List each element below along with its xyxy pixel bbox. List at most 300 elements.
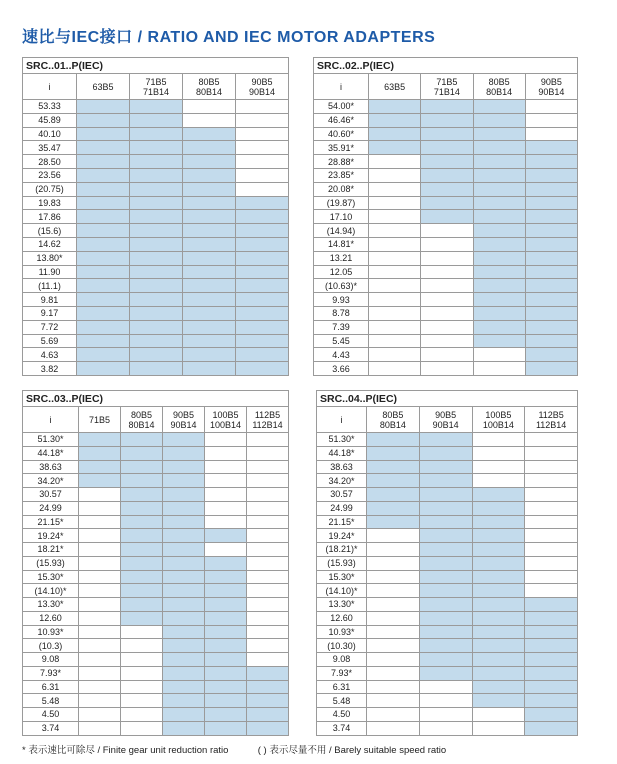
ratio-value: 3.66 xyxy=(314,362,369,376)
compatible-cell xyxy=(183,210,236,224)
ratio-value: 45.89 xyxy=(23,113,77,127)
adapter-column-header xyxy=(121,407,163,433)
empty-cell xyxy=(421,265,473,279)
table-row xyxy=(23,529,289,543)
empty-cell xyxy=(247,625,289,639)
compatible-cell xyxy=(419,543,472,557)
compatible-cell xyxy=(473,306,525,320)
adapter-label: 80B14 xyxy=(128,419,155,430)
empty-cell xyxy=(472,708,525,722)
adapter-label: 63B5 xyxy=(384,81,406,92)
ratio-value: 18.21* xyxy=(23,543,79,557)
table-row xyxy=(23,460,289,474)
compatible-cell xyxy=(369,100,421,114)
compatible-cell xyxy=(77,224,130,238)
empty-cell xyxy=(247,570,289,584)
ratio-value: 9.08 xyxy=(23,653,79,667)
empty-cell xyxy=(369,348,421,362)
table-caption: SRC..03..P(IEC) xyxy=(23,391,289,407)
ratio-value: 8.78 xyxy=(314,306,369,320)
compatible-cell xyxy=(130,293,183,307)
ratio-value: 4.63 xyxy=(23,348,77,362)
empty-cell xyxy=(367,653,420,667)
ratio-value: 5.48 xyxy=(23,694,79,708)
empty-cell xyxy=(525,570,578,584)
footnote xyxy=(22,742,446,756)
empty-cell xyxy=(247,460,289,474)
empty-cell xyxy=(369,224,421,238)
table-row xyxy=(23,584,289,598)
empty-cell xyxy=(421,279,473,293)
empty-cell xyxy=(236,100,289,114)
compatible-cell xyxy=(205,598,247,612)
empty-cell xyxy=(473,362,525,376)
adapter-label: 71B14 xyxy=(142,86,170,97)
empty-cell xyxy=(121,680,163,694)
compatible-cell xyxy=(367,433,420,447)
table-row xyxy=(23,279,289,293)
footnote-asterisk: * 表示速比可除尽 / Finite gear unit reduction ratio xyxy=(22,745,229,756)
compatible-cell xyxy=(130,306,183,320)
ratio-value: 12.60 xyxy=(317,611,367,625)
compatible-cell xyxy=(130,100,183,114)
compatible-cell xyxy=(121,460,163,474)
empty-cell xyxy=(183,100,236,114)
compatible-cell xyxy=(236,334,289,348)
adapter-column-header xyxy=(419,407,472,433)
table-row xyxy=(317,611,578,625)
compatible-cell xyxy=(183,127,236,141)
compatible-cell xyxy=(130,113,183,127)
table-row xyxy=(314,182,578,196)
empty-cell xyxy=(79,666,121,680)
compatible-cell xyxy=(121,488,163,502)
compatible-cell xyxy=(421,196,473,210)
table-row xyxy=(314,320,578,334)
compatible-cell xyxy=(121,515,163,529)
compatible-cell xyxy=(421,113,473,127)
compatible-cell xyxy=(419,598,472,612)
empty-cell xyxy=(421,348,473,362)
table-row xyxy=(23,320,289,334)
compatible-cell xyxy=(130,196,183,210)
compatible-cell xyxy=(77,100,130,114)
empty-cell xyxy=(367,708,420,722)
empty-cell xyxy=(79,680,121,694)
table-caption: SRC..02..P(IEC) xyxy=(314,58,578,74)
table-row xyxy=(317,515,578,529)
empty-cell xyxy=(205,474,247,488)
ratio-value: (15.93) xyxy=(23,556,79,570)
empty-cell xyxy=(421,362,473,376)
compatible-cell xyxy=(130,251,183,265)
compatible-cell xyxy=(472,556,525,570)
ratio-value: 12.60 xyxy=(23,611,79,625)
compatible-cell xyxy=(130,320,183,334)
page-title: 速比与IEC接口 / RATIO AND IEC MOTOR ADAPTERS xyxy=(22,29,436,46)
ratio-value: (10.63)* xyxy=(314,279,369,293)
empty-cell xyxy=(525,446,578,460)
table-row xyxy=(23,501,289,515)
compatible-cell xyxy=(121,570,163,584)
table-row xyxy=(317,625,578,639)
compatible-cell xyxy=(236,320,289,334)
empty-cell xyxy=(79,653,121,667)
compatible-cell xyxy=(77,348,130,362)
table-caption: SRC..04..P(IEC) xyxy=(317,391,578,407)
table-row xyxy=(23,348,289,362)
adapter-label: 71B5 xyxy=(436,76,458,87)
empty-cell xyxy=(421,224,473,238)
table-row xyxy=(23,433,289,447)
adapter-label: 90B5 xyxy=(251,76,273,87)
adapter-label: 80B5 xyxy=(488,76,510,87)
table-row xyxy=(317,433,578,447)
compatible-cell xyxy=(183,224,236,238)
compatible-cell xyxy=(77,113,130,127)
empty-cell xyxy=(525,543,578,557)
empty-cell xyxy=(367,625,420,639)
ratio-value: 17.86 xyxy=(23,210,77,224)
table-row xyxy=(23,680,289,694)
empty-cell xyxy=(205,460,247,474)
ratio-value: 9.81 xyxy=(23,293,77,307)
empty-cell xyxy=(367,529,420,543)
empty-cell xyxy=(525,488,578,502)
compatible-cell xyxy=(77,168,130,182)
compatible-cell xyxy=(525,237,577,251)
empty-cell xyxy=(369,237,421,251)
empty-cell xyxy=(236,168,289,182)
empty-cell xyxy=(525,501,578,515)
empty-cell xyxy=(79,625,121,639)
empty-cell xyxy=(369,182,421,196)
ratio-value: 19.24* xyxy=(317,529,367,543)
table-row xyxy=(23,141,289,155)
compatible-cell xyxy=(473,196,525,210)
compatible-cell xyxy=(472,584,525,598)
compatible-cell xyxy=(472,694,525,708)
ratio-value: 23.56 xyxy=(23,168,77,182)
compatible-cell xyxy=(472,598,525,612)
empty-cell xyxy=(79,543,121,557)
table-src-03 xyxy=(22,390,289,736)
compatible-cell xyxy=(130,348,183,362)
ratio-value: 51.30* xyxy=(23,433,79,447)
adapter-label: 112B5 xyxy=(538,409,564,420)
compatible-cell xyxy=(525,598,578,612)
compatible-cell xyxy=(183,362,236,376)
ratio-value: 44.18* xyxy=(317,446,367,460)
table-row xyxy=(23,237,289,251)
ratio-value: 34.20* xyxy=(23,474,79,488)
compatible-cell xyxy=(183,196,236,210)
table-row xyxy=(314,334,578,348)
compatible-cell xyxy=(419,570,472,584)
empty-cell xyxy=(79,501,121,515)
ratio-value: 28.50 xyxy=(23,155,77,169)
table-row xyxy=(317,529,578,543)
empty-cell xyxy=(236,127,289,141)
compatible-cell xyxy=(163,653,205,667)
ratio-value: 40.10 xyxy=(23,127,77,141)
table-row xyxy=(23,251,289,265)
ratio-value: 40.60* xyxy=(314,127,369,141)
table-row xyxy=(23,488,289,502)
compatible-cell xyxy=(130,127,183,141)
adapter-label: 80B14 xyxy=(486,86,513,97)
empty-cell xyxy=(247,501,289,515)
ratio-value: 13.30* xyxy=(23,598,79,612)
compatible-cell xyxy=(205,639,247,653)
compatible-cell xyxy=(525,196,577,210)
table-row xyxy=(23,306,289,320)
compatible-cell xyxy=(163,694,205,708)
empty-cell xyxy=(79,708,121,722)
compatible-cell xyxy=(421,100,473,114)
compatible-cell xyxy=(183,141,236,155)
compatible-cell xyxy=(369,141,421,155)
table-row xyxy=(23,474,289,488)
compatible-cell xyxy=(79,460,121,474)
compatible-cell xyxy=(419,529,472,543)
ratio-value: 14.81* xyxy=(314,237,369,251)
empty-cell xyxy=(79,488,121,502)
compatible-cell xyxy=(236,210,289,224)
adapter-label: 112B5 xyxy=(254,409,281,420)
empty-cell xyxy=(525,556,578,570)
empty-cell xyxy=(472,460,525,474)
empty-cell xyxy=(525,113,577,127)
table-row xyxy=(314,362,578,376)
compatible-cell xyxy=(247,694,289,708)
compatible-cell xyxy=(419,556,472,570)
ratio-value: 9.93 xyxy=(314,293,369,307)
table-row xyxy=(314,113,578,127)
compatible-cell xyxy=(205,529,247,543)
ratio-header: i xyxy=(23,74,77,100)
ratio-value: 15.30* xyxy=(317,570,367,584)
compatible-cell xyxy=(236,293,289,307)
ratio-value: 3.74 xyxy=(23,721,79,735)
table-row xyxy=(23,155,289,169)
empty-cell xyxy=(121,666,163,680)
compatible-cell xyxy=(77,265,130,279)
empty-cell xyxy=(79,639,121,653)
compatible-cell xyxy=(163,708,205,722)
ratio-value: 5.69 xyxy=(23,334,77,348)
compatible-cell xyxy=(121,598,163,612)
compatible-cell xyxy=(473,182,525,196)
table-row xyxy=(23,210,289,224)
compatible-cell xyxy=(473,224,525,238)
empty-cell xyxy=(79,529,121,543)
empty-cell xyxy=(369,265,421,279)
compatible-cell xyxy=(130,237,183,251)
table-row xyxy=(23,653,289,667)
table-row xyxy=(317,639,578,653)
adapter-label: 112B14 xyxy=(252,419,283,430)
compatible-cell xyxy=(205,694,247,708)
compatible-cell xyxy=(419,666,472,680)
compatible-cell xyxy=(367,488,420,502)
empty-cell xyxy=(79,611,121,625)
compatible-cell xyxy=(525,721,578,735)
empty-cell xyxy=(79,694,121,708)
table-row xyxy=(23,182,289,196)
compatible-cell xyxy=(183,348,236,362)
compatible-cell xyxy=(205,625,247,639)
adapter-label: 100B5 xyxy=(212,409,239,420)
compatible-cell xyxy=(163,515,205,529)
empty-cell xyxy=(369,168,421,182)
adapter-column-header xyxy=(205,407,247,433)
table-row xyxy=(314,100,578,114)
compatible-cell xyxy=(472,515,525,529)
table-row xyxy=(317,584,578,598)
compatible-cell xyxy=(419,515,472,529)
empty-cell xyxy=(236,182,289,196)
ratio-value: (15.93) xyxy=(317,556,367,570)
compatible-cell xyxy=(472,653,525,667)
empty-cell xyxy=(525,127,577,141)
ratio-value: 10.93* xyxy=(317,625,367,639)
compatible-cell xyxy=(472,570,525,584)
adapter-label: 90B14 xyxy=(170,419,197,430)
ratio-value: 21.15* xyxy=(23,515,79,529)
compatible-cell xyxy=(205,556,247,570)
ratio-value: 6.31 xyxy=(317,680,367,694)
table-row xyxy=(23,224,289,238)
compatible-cell xyxy=(419,460,472,474)
ratio-value: 7.93* xyxy=(317,666,367,680)
compatible-cell xyxy=(236,348,289,362)
ratio-value: 4.43 xyxy=(314,348,369,362)
adapter-label: 71B5 xyxy=(145,76,167,87)
compatible-cell xyxy=(421,210,473,224)
ratio-value: 4.50 xyxy=(317,708,367,722)
adapter-label: 90B14 xyxy=(432,419,459,430)
compatible-cell xyxy=(77,306,130,320)
empty-cell xyxy=(79,570,121,584)
compatible-cell xyxy=(473,141,525,155)
compatible-cell xyxy=(130,362,183,376)
adapter-column-header xyxy=(525,407,578,433)
table-src-04 xyxy=(316,390,578,736)
ratio-value: 5.45 xyxy=(314,334,369,348)
compatible-cell xyxy=(183,155,236,169)
table-row xyxy=(23,570,289,584)
ratio-value: 3.82 xyxy=(23,362,77,376)
table-src-02 xyxy=(313,57,578,376)
empty-cell xyxy=(525,474,578,488)
empty-cell xyxy=(367,584,420,598)
table-row xyxy=(314,265,578,279)
empty-cell xyxy=(419,694,472,708)
table-row xyxy=(317,708,578,722)
table-row xyxy=(314,293,578,307)
ratio-value: 13.21 xyxy=(314,251,369,265)
ratio-value: 20.08* xyxy=(314,182,369,196)
ratio-value: 15.30* xyxy=(23,570,79,584)
compatible-cell xyxy=(236,196,289,210)
table-row xyxy=(23,515,289,529)
empty-cell xyxy=(79,515,121,529)
empty-cell xyxy=(247,543,289,557)
compatible-cell xyxy=(525,279,577,293)
compatible-cell xyxy=(525,141,577,155)
compatible-cell xyxy=(121,543,163,557)
empty-cell xyxy=(247,515,289,529)
adapter-label: 80B5 xyxy=(198,76,220,87)
ratio-header: i xyxy=(317,407,367,433)
ratio-value: (10.30) xyxy=(317,639,367,653)
compatible-cell xyxy=(525,639,578,653)
ratio-value: 35.47 xyxy=(23,141,77,155)
empty-cell xyxy=(419,708,472,722)
table-row xyxy=(23,666,289,680)
compatible-cell xyxy=(421,168,473,182)
adapter-label: 80B14 xyxy=(195,86,223,97)
ratio-value: 9.17 xyxy=(23,306,77,320)
compatible-cell xyxy=(525,306,577,320)
table-row xyxy=(314,141,578,155)
empty-cell xyxy=(367,639,420,653)
adapter-label: 90B5 xyxy=(172,409,195,420)
compatible-cell xyxy=(77,182,130,196)
empty-cell xyxy=(421,334,473,348)
empty-cell xyxy=(236,141,289,155)
footnote-parentheses: ( ) 表示尽量不用 / Barely suitable speed ratio xyxy=(257,745,447,756)
compatible-cell xyxy=(183,320,236,334)
adapter-column-header xyxy=(183,74,236,100)
compatible-cell xyxy=(419,625,472,639)
table-row xyxy=(23,708,289,722)
adapter-label: 80B14 xyxy=(379,419,406,430)
table-row xyxy=(317,488,578,502)
compatible-cell xyxy=(205,584,247,598)
adapter-label: 80B5 xyxy=(130,409,153,420)
compatible-cell xyxy=(163,488,205,502)
compatible-cell xyxy=(421,155,473,169)
adapter-label: 90B5 xyxy=(435,409,457,420)
compatible-cell xyxy=(525,680,578,694)
table-row xyxy=(23,100,289,114)
ratio-value: (14.10)* xyxy=(23,584,79,598)
compatible-cell xyxy=(205,653,247,667)
compatible-cell xyxy=(247,721,289,735)
compatible-cell xyxy=(525,334,577,348)
compatible-cell xyxy=(472,501,525,515)
ratio-value: 13.30* xyxy=(317,598,367,612)
compatible-cell xyxy=(525,155,577,169)
compatible-cell xyxy=(130,182,183,196)
empty-cell xyxy=(205,543,247,557)
ratio-value: 7.93* xyxy=(23,666,79,680)
table-row xyxy=(314,155,578,169)
table-row xyxy=(317,474,578,488)
table-row xyxy=(23,168,289,182)
compatible-cell xyxy=(473,320,525,334)
ratio-value: 10.93* xyxy=(23,625,79,639)
ratio-value: (15.6) xyxy=(23,224,77,238)
ratio-value: 7.39 xyxy=(314,320,369,334)
ratio-value: (18.21)* xyxy=(317,543,367,557)
compatible-cell xyxy=(525,348,577,362)
empty-cell xyxy=(121,625,163,639)
compatible-cell xyxy=(163,529,205,543)
compatible-cell xyxy=(183,168,236,182)
